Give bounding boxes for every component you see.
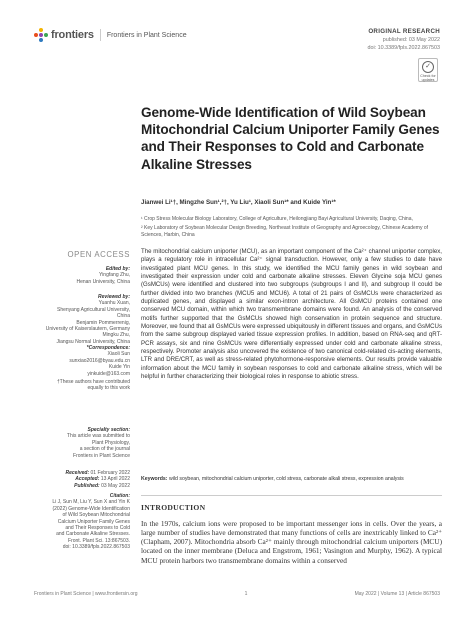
specialty-line: Plant Physiology, [92,439,130,446]
open-access-label: OPEN ACCESS [67,250,130,259]
reviewed-by-section [26,294,130,345]
received-date: Received: 01 February 2022 [65,470,130,476]
citation-line: Calcium Uniporter Family Genes [57,518,130,525]
footer-journal[interactable]: Frontiers in Plant Science | www.frontiersin.org [34,591,138,597]
abstract-text: The mitochondrial calcium uniporter (MCU), as an important component of the Ca²⁺ channel uniporter complex, plays a regulatory role in intracellular Ca²⁺ signal transduction. However, only a few studies to date have investigated plant MCU genes. In this study, we identified the MCU family genes in wild soybean and investigated their expression under cold and carbonate alkaline stresses. Eleven Glycine soja MCU genes (GsMCUs) were identified and clustered into two subgroups (subgroups I and II), and subgroup II could be further divided into two branches (MCU5 and MCU6). A total of 21 pairs of GsMCUs were characterized as duplicated genes, and displayed a similar exon-intron architecture. All GsMCU proteins contained one conserved MCU domain, within which two transmembrane domains were found. An analysis of the conserved motifs further supported that the GsMCUs showed high conservation in protein sequence and structure. Moreover, we found that all GsMCUs were expressed ubiquitously in different tissues and organs, and GsMCUs from the same subgroup displayed varied tissue expression profiles. In addition, based on RNA-seq and qRT-PCR assays, six and nine GsMCUs were differentially expressed under cold and carbonate alkaline stress, respectively. Promoter analysis also uncovered the existence of two canonical cold-related cis-acting elements, LTR and DRE/CRT, as well as stress-related phytohormone-responsive elements. Our results provide valuable information about the MCU family in soybean responses to cold and carbonate alkaline stress, which will be helpful in further characterizing their biological roles in response to abiotic stress. [141,248,442,381]
introduction-heading: INTRODUCTION [141,503,206,512]
reviewer-line: Jiangsu Normal University, China [56,338,130,345]
reviewed-by-label: Reviewed by: [98,294,130,300]
section-divider [141,495,442,496]
reviewer-line: China [116,313,130,320]
specialty-line: Frontiers in Plant Science [73,452,130,459]
correspondence-section [26,345,130,392]
reviewer-line: Benjamin Pommerrenig, [76,319,130,326]
specialty-line: a section of the journal [79,446,130,453]
check-updates-label: Check for updates [420,74,436,82]
article-meta [367,28,440,52]
citation-line: and Carbonate Alkaline Stresses. [56,531,130,538]
reviewer-line: University of Kaiserslautern, Germany [45,326,130,333]
editor-name: Yingfang Zhu, [99,272,130,279]
correspondent-email[interactable]: yinkuide@163.com [87,370,130,377]
check-updates-icon: ✓ [422,61,434,73]
published-date-sidebar: Published: 03 May 2022 [74,482,130,489]
reviewer-line: Yuanhu Xuan, [98,300,130,307]
header-divider [100,29,101,41]
citation-doi[interactable]: doi: 10.3389/fpls.2022.867503 [62,544,130,551]
article-type: ORIGINAL RESEARCH [368,28,440,35]
correspondent-name: Xiaoli Sun [107,351,130,358]
affiliation-1: ¹ Crop Stress Molecular Biology Laboratory, College of Agriculture, Heilongjiang Bayi Agricultural University, Daqing, China, [141,216,413,222]
correspondent-name: Kuide Yin [108,364,130,371]
page-number: 1 [244,591,248,597]
citation-line: (2022) Genome-Wide Identification [52,505,130,512]
keywords-label: Keywords: [141,476,168,482]
reviewer-line: Shenyang Agricultural University, [57,306,130,313]
brand-name: frontiers [51,29,94,41]
journal-name[interactable]: Frontiers in Plant Science [106,31,187,39]
author-list: Jianwei Li¹†, Mingzhe Sun¹,²†, Yu Liu¹, Xiaoli Sun¹* and Kuide Yin¹* [141,199,336,206]
citation-section [26,493,130,551]
check-for-updates-button[interactable] [418,58,438,82]
edited-by-label: Edited by: [105,266,130,272]
affiliation-2: ² Key Laboratory of Soybean Molecular Design Breeding, Northeast Institute of Geography and Agroecology, Chinese Academy of Sciences, Harbin, China [141,225,429,238]
page-footer [34,591,440,597]
dates-section [26,470,130,489]
keywords-list: wild soybean, mitochondrial calcium uniporter, cold stress, carbonate alkali stress, expression analysis [168,476,404,482]
reviewer-line: Mingku Zhu, [102,332,130,339]
citation-line: and Their Responses to Cold [65,525,130,532]
introduction-text: In the 1970s, calcium ions were proposed to be important messenger ions in cells. Over the years, a large number of studies have demonstrated that many functions of cells are inextricably linked to Ca²⁺ (Clapham, 2007). Mitochondria absorb Ca²⁺ mainly through mitochondrial calcium uniporters (MCU) located on the inner membrane (Deluca and Engstrom, 1961; Vasington and Murphy, 1962). A typical MCU protein harbors two transmembrane domains within a conserved [141,519,442,565]
specialty-line: This article was submitted to [66,433,130,440]
specialty-label: Specialty section: [87,427,130,433]
equal-contribution-note: †These authors have contributed equally to this work [56,379,130,392]
correspondent-email[interactable]: sunxiao2016@byau.edu.cn [69,357,130,364]
correspondence-label: *Correspondence: [86,345,130,351]
accepted-date: Accepted: 13 April 2022 [75,476,130,483]
specialty-section [26,427,130,459]
doi-link[interactable]: doi: 10.3389/fpls.2022.867503 [367,45,440,51]
footer-volume: May 2022 | Volume 13 | Article 867503 [354,591,440,597]
editor-affiliation: Henan University, China [76,278,130,285]
citation-label: Citation: [109,493,130,499]
frontiers-logo[interactable] [34,28,187,42]
article-title: Genome-Wide Identification of Wild Soybean Mitochondrial Calcium Uniporter Family Genes and Their Responses to Cold and Carbonate Alkaline Stresses [141,105,440,172]
keywords [141,476,442,483]
published-date: published: 03 May 2022 [382,37,440,43]
frontiers-logo-icon [34,28,48,42]
citation-line: Front. Plant Sci. 13:867503. [68,537,130,544]
citation-line: of Wild Soybean Mitochondrial [62,512,130,519]
edited-by-section [26,266,130,285]
citation-line: Li J, Sun M, Liu Y, Sun X and Yin K [52,499,130,506]
